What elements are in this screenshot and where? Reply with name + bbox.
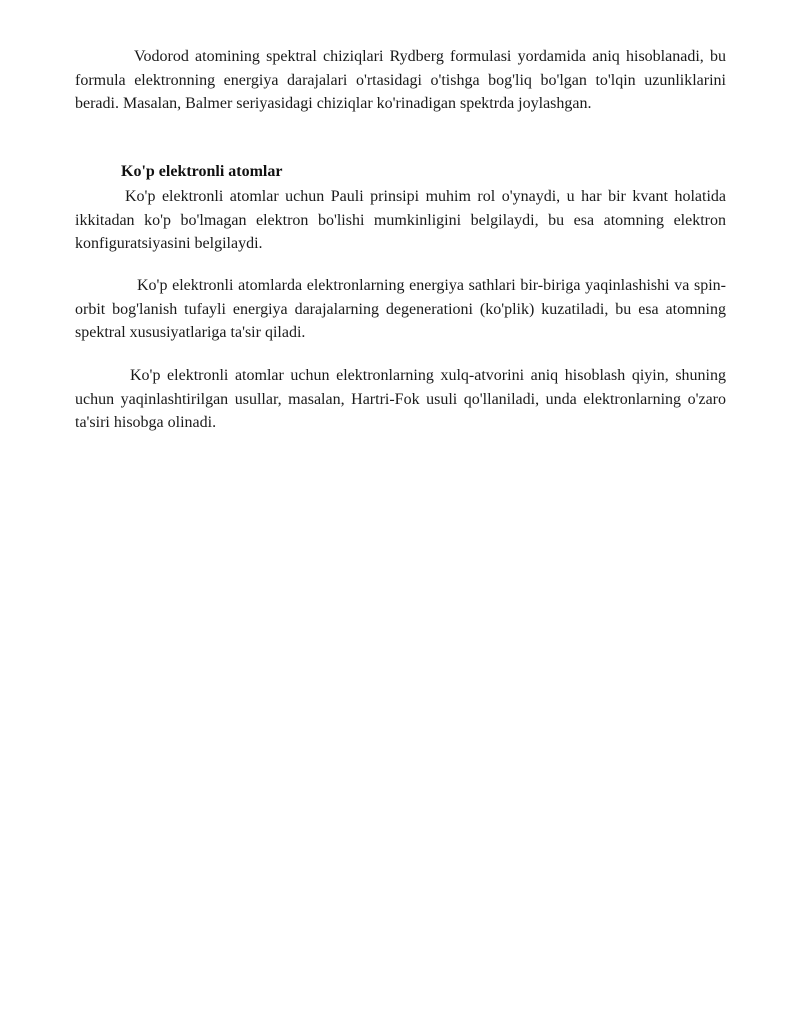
section-heading: Ko'p elektronli atomlar <box>121 163 283 180</box>
paragraph-energy-levels: Ko'p elektronli atomlarda elektronlarning energiya sathlari bir-biriga yaqinlashishi va spin-orbit bog'lanish tufayli energiya darajalarning degenerationi (ko'plik) kuzatiladi, bu esa atomning spektral xususiyatlariga ta'sir qiladi. <box>75 277 726 341</box>
paragraph-hartree-fock: Ko'p elektronli atomlar uchun elektronlarning xulq-atvorini aniq hisoblash qiyin, shuning uchun yaqinlashtirilgan usullar, masalan, Hartri-Fok usuli qo'llaniladi, unda elektronlarning o'zaro ta'siri hisobga olinadi. <box>75 367 726 431</box>
paragraph-pauli: Ko'p elektronli atomlar uchun Pauli prinsipi muhim rol o'ynaydi, u har bir kvant holatida ikkitadan ko'p bo'lmagan elektron bo'lishi mumkinligini belgilaydi, bu esa atomning elektron konfiguratsiyasini belgilaydi. <box>75 188 726 252</box>
paragraph-rydberg: Vodorod atomining spektral chiziqlari Rydberg formulasi yordamida aniq hisoblanadi, bu formula elektronning energiya darajalari o'rtasidagi o'tishga bog'liq bo'lgan to'lqin uzunliklarini beradi. Masalan, Balmer seriyasidagi chiziqlar ko'rinadigan spektrda joylashgan. <box>75 48 726 112</box>
